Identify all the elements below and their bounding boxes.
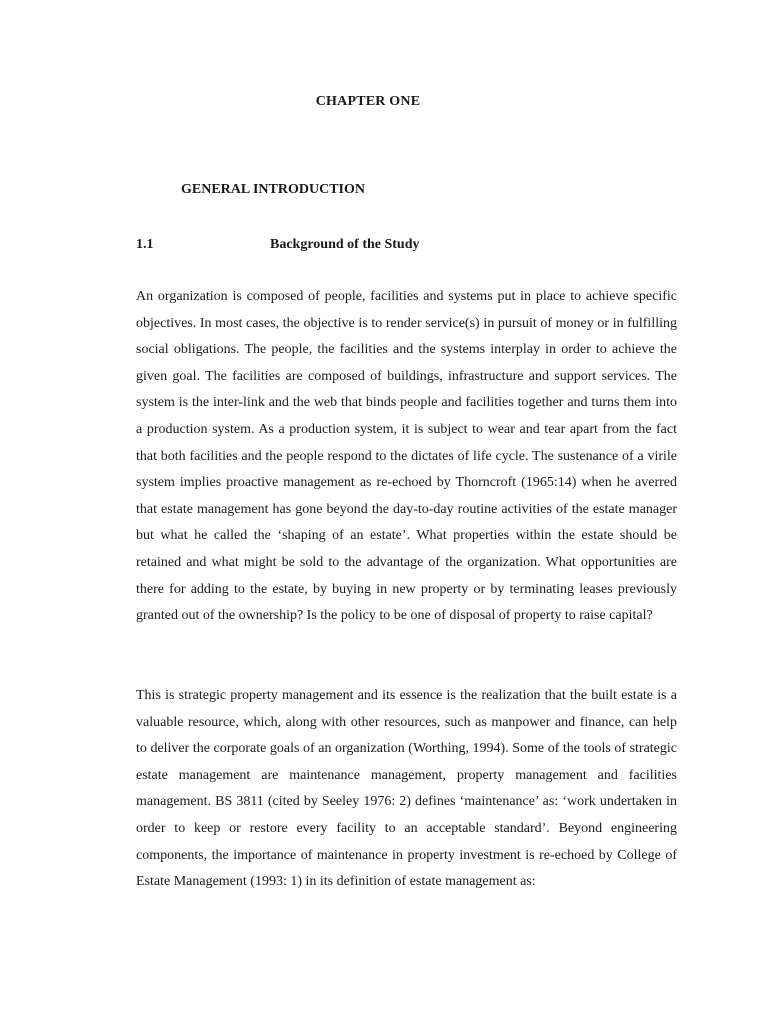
body-paragraph: An organization is composed of people, facilities and systems put in place to achieve specific objectives. In most cases, the objective is to render service(s) in pursuit of money or in fulfilling social obligations. The people, the facilities and the systems interplay in order to achieve the given goal. The facilities are composed of buildings, infrastructure and support services. The system is the inter-link and the web that binds people and facilities together and turns them into a production system. As a production system, it is subject to wear and tear apart from the fact that both facilities and the people respond to the dictates of life cycle. The sustenance of a virile system implies proactive management as re-echoed by Thorncroft (1965:14) when he averred that estate management has gone beyond the day-to-day routine activities of the estate manager but what he called the ‘shaping of an estate’. What properties within the estate should be retained and what might be sold to the advantage of the organization. What opportunities are there for adding to the estate, by buying in new property or by terminating leases previously granted out of the ownership? Is the policy to be one of disposal of property to raise capital? xyxy=(136,289,677,624)
section-heading: GENERAL INTRODUCTION xyxy=(181,182,365,197)
body-paragraph: This is strategic property management and its essence is the realization that the built estate is a valuable resource, which, along with other resources, such as manpower and finance, can help to deliver the corporate goals of an organization (Worthing, 1994). Some of the tools of strategic estate management are maintenance management, property management and facilities management. BS 3811 (cited by Seeley 1976: 2) defines ‘maintenance’ as: ‘work undertaken in order to keep or restore every facility to an acceptable standard’. Beyond engineering components, the importance of maintenance in property investment is re-echoed by College of Estate Management (1993: 1) in its definition of estate management as: xyxy=(136,688,677,890)
chapter-title: CHAPTER ONE xyxy=(315,94,421,109)
subsection-title: Background of the Study xyxy=(270,237,420,252)
subsection-number: 1.1 xyxy=(136,237,154,252)
